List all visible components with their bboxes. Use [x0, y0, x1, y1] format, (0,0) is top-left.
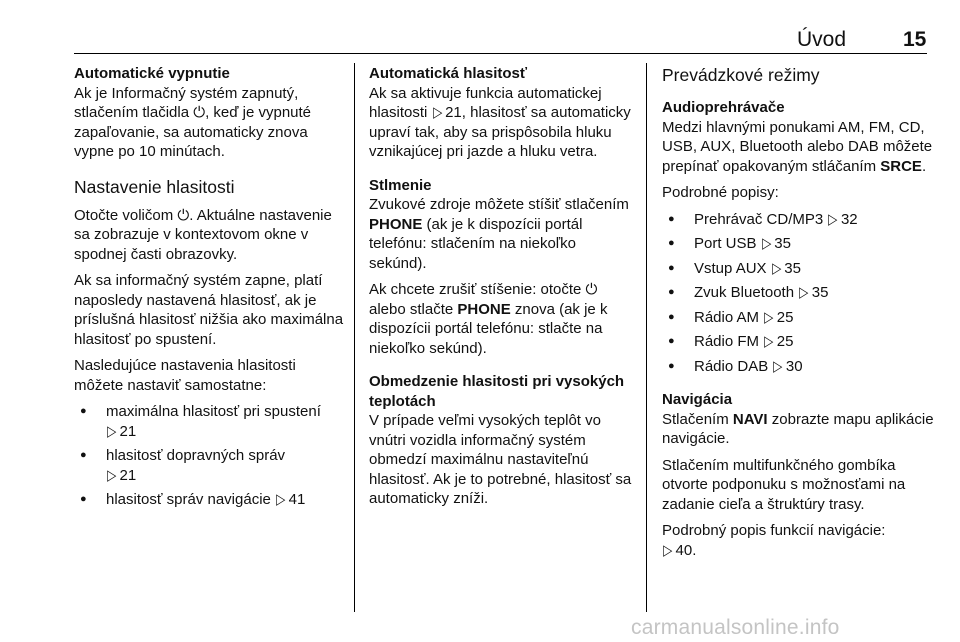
audio-p1: [662, 118, 934, 177]
volume-p1: Otočte voličom ⏻. Aktuálne nastavenie sa zobrazuje v kontextovom okne v spodnej časti obrazovky.: [74, 206, 332, 263]
auto-volume-heading: Automatická hlasitosť: [369, 65, 528, 82]
list-item-text: Prehrávač CD/MP3: [694, 210, 824, 228]
page-ref[interactable]: 35: [774, 235, 791, 252]
text-run: Ak sa aktivuje funkcia automatickej hlasitosti: [369, 84, 602, 121]
list-item-text: hlasitosť dopravných správ: [106, 447, 286, 464]
mute-heading: Stlmenie: [369, 176, 432, 194]
limit-heading: Obmedzenie hlasitosti pri vysokých teplotách: [369, 373, 625, 410]
list-item-text: maximálna hlasitosť pri spustení: [106, 403, 321, 420]
text-run: zobrazte mapu aplikácie navigácie.: [662, 410, 934, 447]
list-item-text: Zvuk Bluetooth: [694, 284, 795, 301]
auto-off-heading: Automatické vypnutie: [74, 65, 230, 82]
page-ref-arrow-icon: ▷: [761, 235, 772, 252]
text-run: , hlasitosť sa automaticky upraví tak, aby sa prispôsobila hluku vznikajúcej pri jazde a hluku vetra.: [369, 104, 631, 160]
volume-heading: Nastavenie hlasitosti: [74, 176, 235, 197]
page-ref-arrow-icon: ▷: [764, 308, 774, 326]
text-run: Medzi hlavnými ponukami AM, FM, CD, USB, AUX, Bluetooth alebo DAB môžete prepínať opakovaným stláčaním: [662, 118, 933, 175]
list-item: [662, 210, 934, 230]
nav-p3: [662, 521, 934, 560]
text-run: Ak chcete zrušiť stíšenie: otočte ⏻ alebo stlačte: [369, 281, 598, 318]
volume-p3: Nasledujúce nastavenia hlasitosti môžete nastaviť samostatne:: [74, 357, 296, 394]
volume-section: [74, 176, 346, 510]
text-run: Zvukové zdroje môžete stíšiť stlačením: [369, 196, 629, 213]
page-ref[interactable]: 40: [675, 541, 693, 559]
list-item-text: Rádio DAB: [694, 357, 769, 375]
mute-p2: [369, 280, 637, 358]
srce-key-label: SRCE: [880, 157, 922, 175]
page-ref-arrow-icon: ▷: [828, 210, 838, 228]
page-ref-arrow-icon: ▷: [276, 491, 286, 508]
list-item-text: Rádio AM: [694, 308, 760, 326]
page-number: 15: [903, 28, 927, 51]
list-item-text: Vstup AUX: [694, 259, 767, 277]
auto-volume-text: [369, 84, 637, 162]
page-ref-arrow-icon: ▷: [107, 466, 117, 484]
navi-key-label: NAVI: [732, 410, 768, 428]
limit-section: [369, 372, 637, 509]
list-item: [662, 283, 934, 303]
watermark[interactable]: carmanualsonline.info: [631, 616, 840, 639]
page-ref[interactable]: 21: [445, 104, 462, 121]
volume-p2: Ak sa informačný systém zapne, platí naposledy nastavená hlasitosť, ak je príslušná hlasitosť nižšia ako maximálna hlasitosť po spustení.: [74, 272, 344, 348]
volume-list: [74, 402, 346, 510]
mute-p1: [369, 195, 637, 273]
limit-text: V prípade veľmi vysokých teplôt vo vnútri vozidla informačný systém obmedzí maximálnu nastaviteľnú hlasitosť. Ak je to potrebné, hlasitosť sa automaticky zníži.: [369, 412, 632, 507]
header-rule: [74, 53, 927, 54]
nav-section: [662, 390, 934, 560]
page-ref[interactable]: 21: [119, 466, 137, 484]
column-divider: [354, 63, 355, 612]
page-ref-arrow-icon: ▷: [663, 541, 673, 559]
page-header: [0, 0, 960, 60]
modes-heading: Prevádzkové režimy: [662, 65, 820, 85]
text-run: .: [692, 541, 697, 559]
list-item: [662, 259, 934, 279]
list-item: [74, 490, 346, 510]
page-title: Úvod: [797, 28, 847, 51]
column-divider: [646, 63, 647, 612]
text-run: Stlačením: [662, 410, 733, 428]
list-item-text: Port USB: [694, 235, 757, 252]
audio-heading: Audioprehrávače: [662, 99, 785, 116]
list-item: [662, 308, 934, 328]
page-ref[interactable]: 25: [776, 308, 794, 326]
page-ref-arrow-icon: ▷: [771, 259, 782, 277]
nav-p1: [662, 410, 934, 449]
list-item-text: Rádio FM: [694, 333, 760, 350]
phone-key-label: PHONE: [369, 215, 423, 233]
column-3: [662, 64, 934, 567]
audio-list: [662, 210, 934, 377]
nav-p2: Stlačením multifunkčného gombíka otvorte podponuku s možnosťami na zadanie cieľa a štruktúry trasy.: [662, 456, 906, 513]
page-ref-arrow-icon: ▷: [773, 357, 783, 375]
text-run: (ak je k dispozícii portál telefónu: stlačením na niekoľko sekúnd).: [369, 215, 583, 272]
list-item: [662, 332, 934, 352]
list-item: [74, 446, 346, 485]
column-2: [369, 64, 637, 516]
nav-heading: Navigácia: [662, 391, 733, 408]
page-ref[interactable]: 25: [776, 333, 794, 350]
page-ref[interactable]: 41: [288, 491, 306, 508]
mute-section: [369, 176, 637, 359]
auto-off-section: [74, 64, 346, 162]
column-1: [74, 64, 346, 515]
page-ref-arrow-icon: ▷: [799, 284, 809, 301]
auto-off-text: Ak je Informačný systém zapnutý, stlačením tlačidla ⏻, keď je vypnuté zapaľovanie, sa automaticky znova vypne po 10 minútach.: [74, 84, 312, 160]
page-ref[interactable]: 30: [785, 357, 803, 375]
text-run: znova (ak je k dispozícii portál telefónu: stlačte na niekoľko sekúnd).: [369, 300, 608, 357]
audio-section: [662, 98, 934, 376]
list-item: [74, 402, 346, 441]
page-ref[interactable]: 35: [811, 284, 829, 301]
list-item-text: hlasitosť správ navigácie: [106, 491, 271, 508]
list-item: [662, 234, 934, 254]
page-ref-arrow-icon: ▷: [764, 333, 774, 350]
page-ref[interactable]: 32: [840, 210, 858, 228]
audio-p2: Podrobné popisy:: [662, 184, 779, 201]
page-ref-arrow-icon: ▷: [432, 104, 442, 121]
text-run: .: [921, 157, 927, 175]
page-ref-arrow-icon: ▷: [107, 422, 117, 440]
auto-volume-section: [369, 64, 637, 162]
text-run: Podrobný popis funkcií navigácie:: [662, 522, 886, 539]
page-ref[interactable]: 21: [119, 422, 137, 440]
list-item: [662, 357, 934, 377]
phone-key-label: PHONE: [457, 300, 511, 318]
page-ref[interactable]: 35: [784, 259, 801, 277]
